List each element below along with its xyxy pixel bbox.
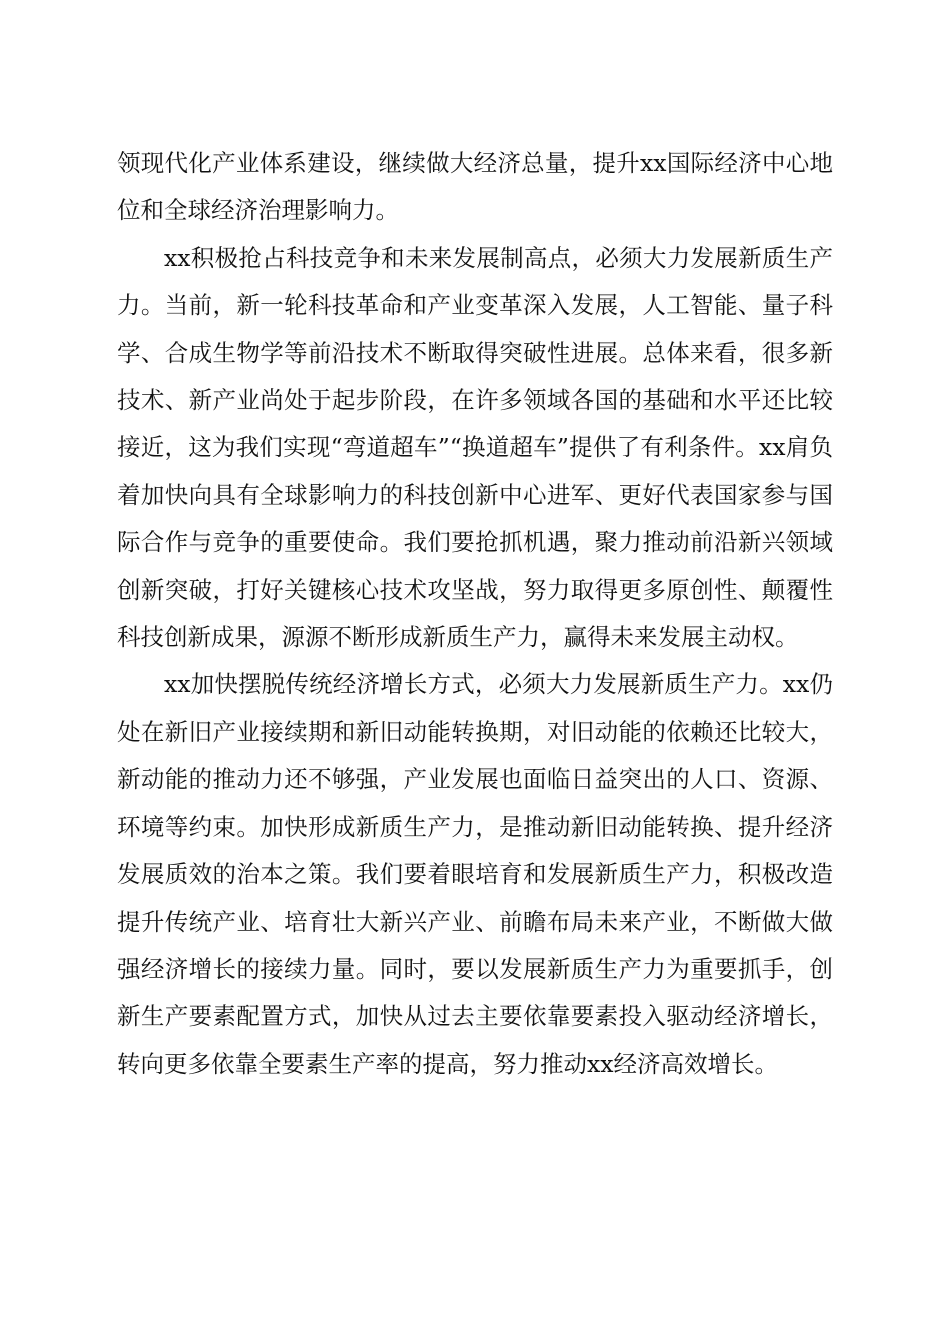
paragraph-1: 领现代化产业体系建设，继续做大经济总量，提升xx国际经济中心地位和全球经济治理影响力。: [117, 149, 833, 225]
document-body: [117, 140, 833, 1088]
paragraph-2: xx积极抢占科技竞争和未来发展制高点，必须大力发展新质生产力。当前，新一轮科技革命和产业变革深入发展，人工智能、量子科学、合成生物学等前沿技术不断取得突破性进展。总体来看，很多新技术、新产业尚处于起步阶段，在许多领域各国的基础和水平还比较接近，这为我们实现“弯道超车”“换道超车”提供了有利条件。xx肩负着加快向具有全球影响力的科技创新中心进军、更好代表国家参与国际合作与竞争的重要使命。我们要抢抓机遇，聚力推动前沿新兴领域创新突破，打好关键核心技术攻坚战，努力取得更多原创性、颠覆性科技创新成果，源源不断形成新质生产力，赢得未来发展主动权。: [117, 243, 833, 652]
paragraph-3: xx加快摆脱传统经济增长方式，必须大力发展新质生产力。xx仍处在新旧产业接续期和新旧动能转换期，对旧动能的依赖还比较大，新动能的推动力还不够强，产业发展也面临日益突出的人口、资源、环境等约束。加快形成新质生产力，是推动新旧动能转换、提升经济发展质效的治本之策。我们要着眼培育和发展新质生产力，积极改造提升传统产业、培育壮大新兴产业、前瞻布局未来产业，不断做大做强经济增长的接续力量。同时，要以发展新质生产力为重要抓手，创新生产要素配置方式，加快从过去主要依靠要素投入驱动经济增长，转向更多依靠全要素生产率的提高，努力推动xx经济高效增长。: [117, 670, 833, 1078]
